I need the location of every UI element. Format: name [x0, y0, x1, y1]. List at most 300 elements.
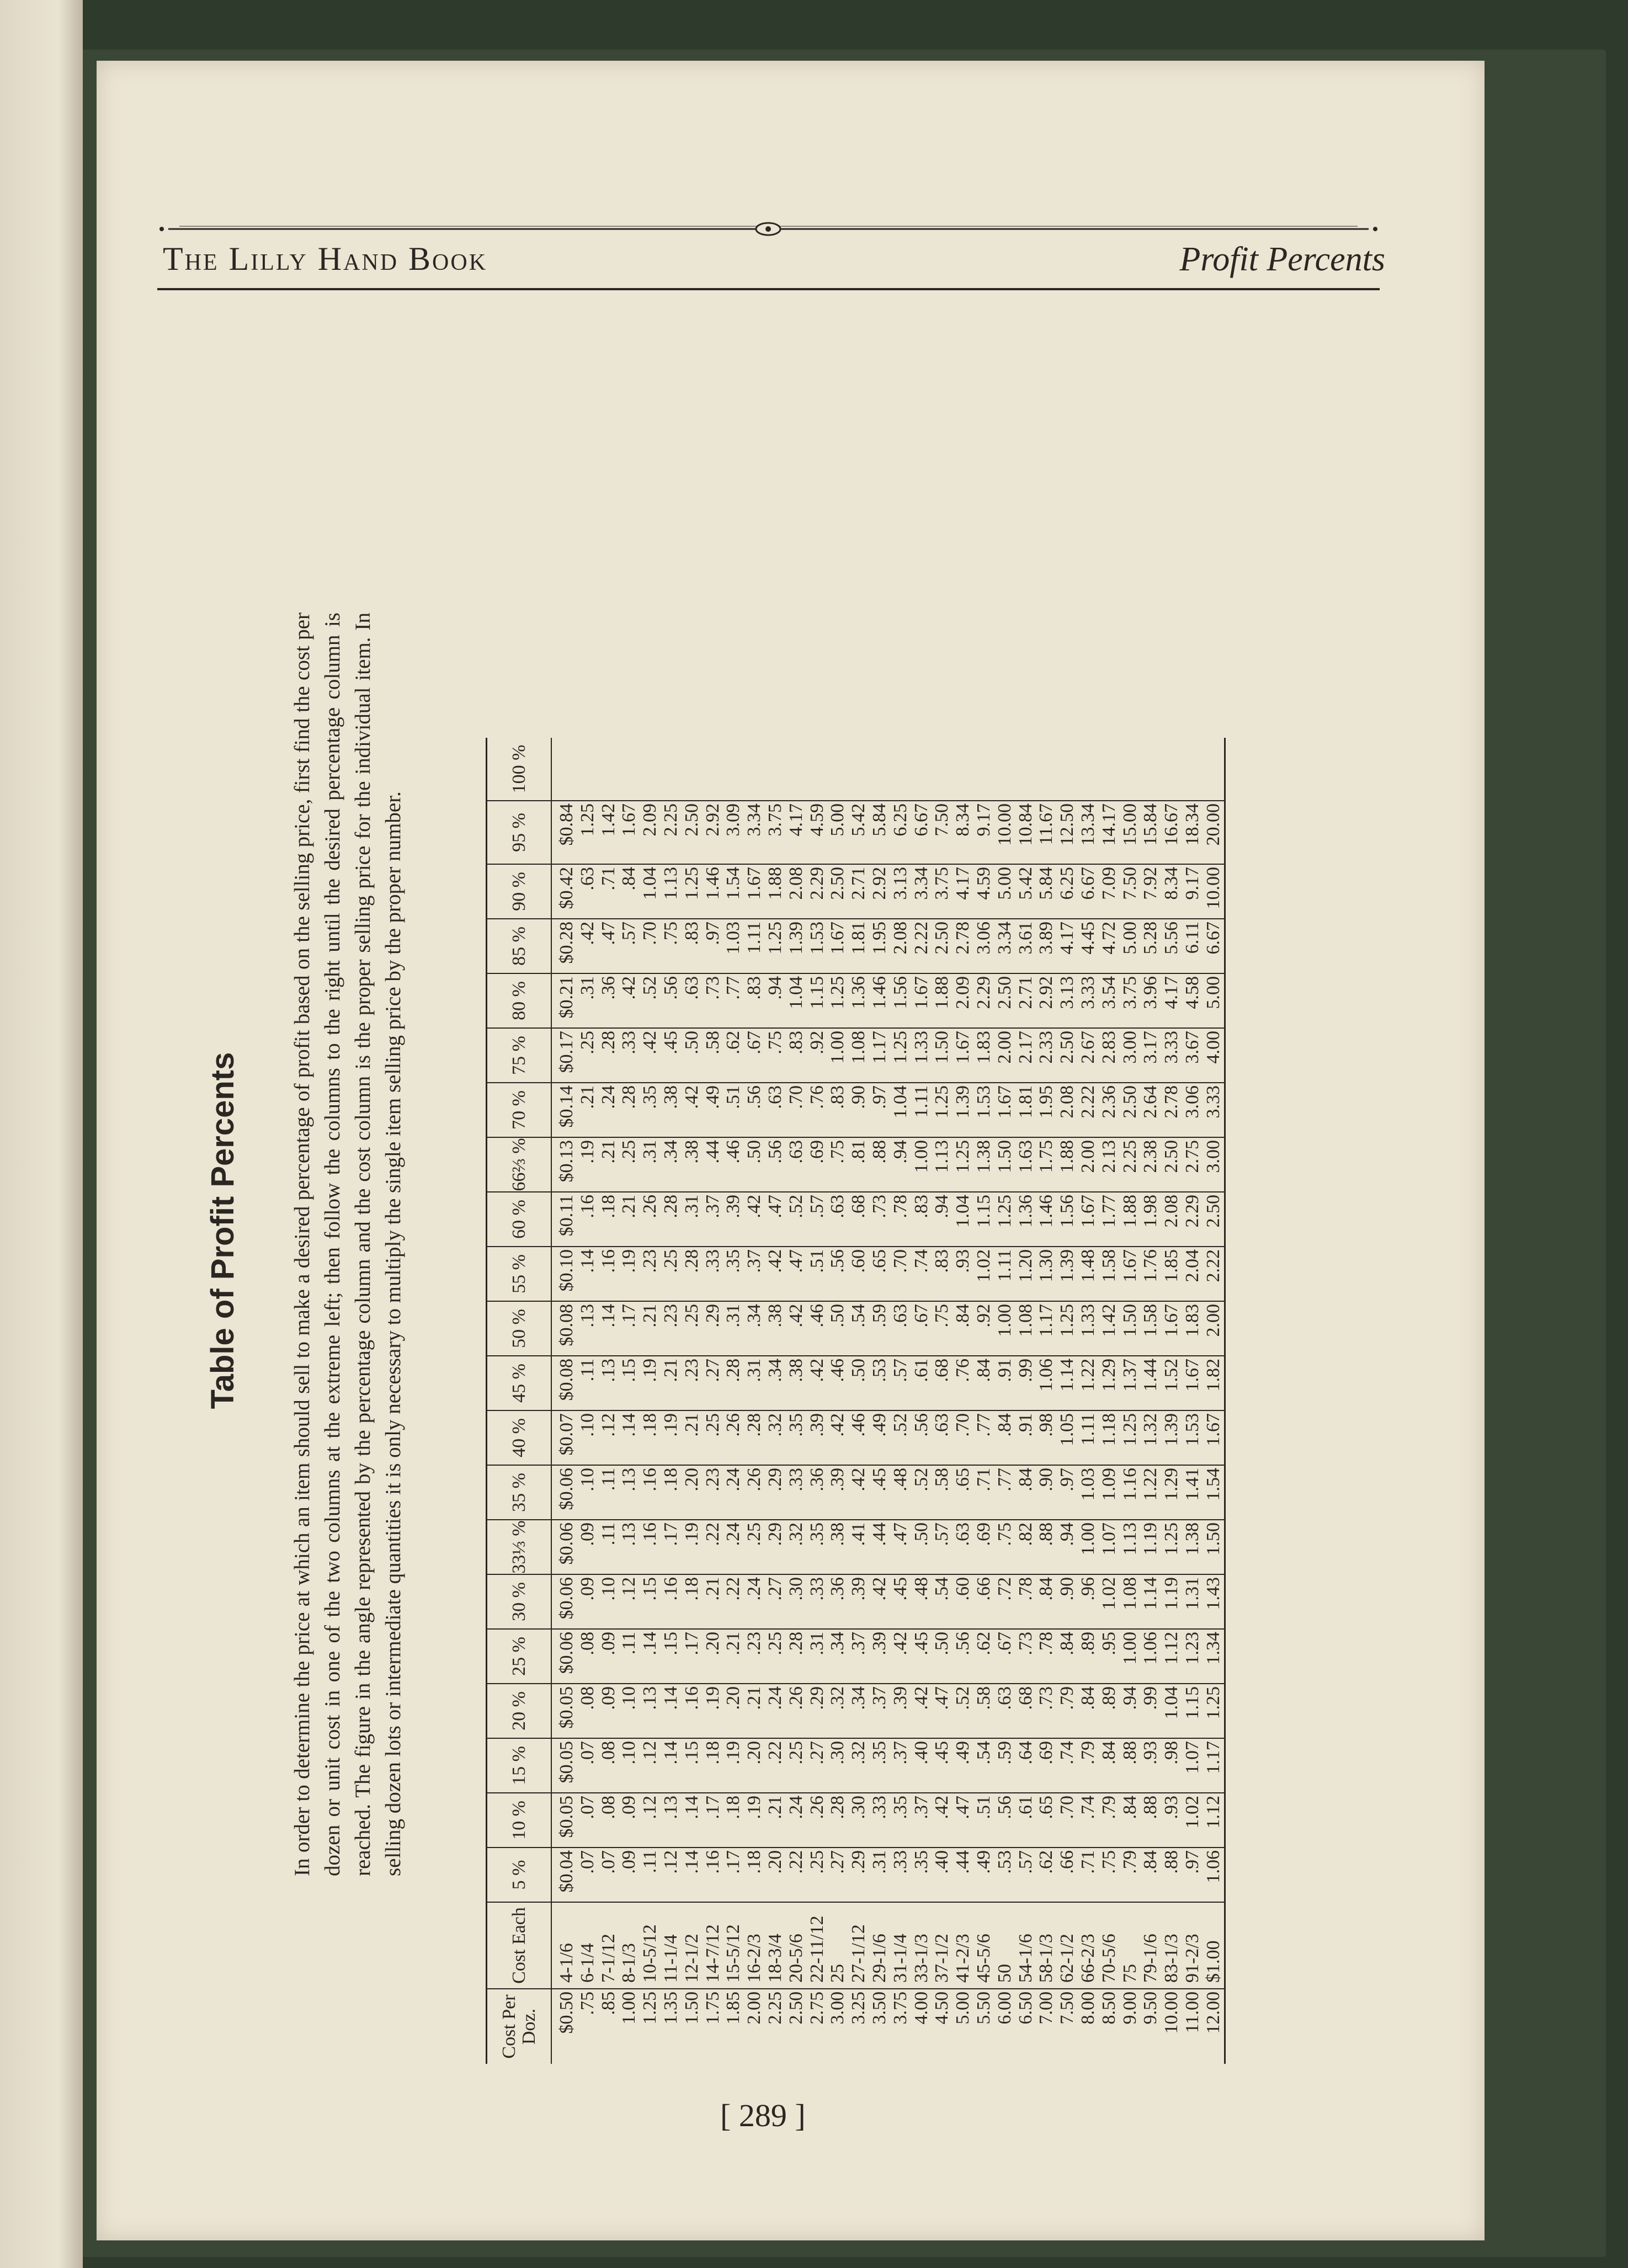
table-cell: .25 [682, 1301, 703, 1356]
table-cell: 1.42 [598, 801, 619, 864]
table-cell: 3.96 [1140, 973, 1161, 1028]
table-cell [640, 738, 661, 801]
table-cell: .92 [807, 1028, 828, 1083]
table-cell: 3.34 [994, 919, 1015, 973]
table-cell: .22 [765, 1738, 786, 1793]
table-cell: 62-1/2 [1057, 1902, 1078, 1989]
table-cell: 37-1/2 [932, 1902, 953, 1989]
table-cell: 1.00 [911, 1137, 932, 1192]
running-head-title: The Lilly Hand Book [163, 241, 488, 277]
table-cell: .25 [744, 1520, 765, 1574]
table-cell: .16 [577, 1192, 598, 1247]
table-cell: 2.50 [1120, 1083, 1141, 1137]
table-cell: 3.75 [765, 801, 786, 864]
table-cell: 14.17 [1099, 801, 1120, 864]
table-cell: 8.00 [1077, 1992, 1098, 2025]
table-cell: .32 [786, 1520, 807, 1574]
table-row [1203, 738, 1225, 2064]
table-cell: 6.50 [1015, 1992, 1036, 2025]
header-rule [157, 288, 1380, 290]
table-cell: 1.25 [953, 1137, 973, 1192]
table-cell: 12-1/2 [682, 1902, 703, 1989]
table-cell: .28 [744, 1410, 765, 1465]
table-cell: 2.92 [1036, 973, 1057, 1028]
table-cell: .42 [848, 1465, 869, 1520]
table-cell: .27 [765, 1574, 786, 1629]
table-cell: .21 [682, 1410, 703, 1465]
table-cell: 1.15 [1182, 1684, 1203, 1738]
table-cell: .34 [848, 1684, 869, 1738]
table-cell: 3.17 [1140, 1028, 1161, 1083]
table-cell: .52 [786, 1192, 807, 1247]
table-cell: 15-5/12 [723, 1902, 744, 1989]
table-cell: .15 [682, 1738, 703, 1793]
table-cell: 3.34 [911, 864, 932, 919]
table-cell: .83 [911, 1192, 932, 1247]
table-cell: .19 [577, 1137, 598, 1192]
table-cell: .25 [619, 1137, 640, 1192]
table-cell: 5.00 [1120, 919, 1141, 973]
table-cell: .42 [577, 919, 598, 973]
table-cell: 29-1/6 [869, 1902, 890, 1989]
table-cell: 6.67 [911, 801, 932, 864]
table-cell: .36 [807, 1465, 828, 1520]
table-cell [682, 738, 703, 801]
table-cell: .44 [869, 1520, 890, 1574]
table-cell: 1.00 [1078, 1520, 1099, 1574]
table-cell: 6.67 [1203, 919, 1225, 973]
table-cell: 1.67 [994, 1083, 1015, 1137]
table-cell: .39 [848, 1574, 869, 1629]
table-cell: 2.71 [848, 864, 869, 919]
table-cell: 1.25 [890, 1028, 911, 1083]
table-cell: .42 [619, 973, 640, 1028]
table-row [1036, 738, 1057, 2064]
table-cell: 1.41 [1182, 1465, 1203, 1520]
table-cell: 1.17 [1203, 1738, 1225, 1793]
table-cell: 2.33 [1036, 1028, 1057, 1083]
table-cell: .84 [1078, 1684, 1099, 1738]
table-cell: .18 [723, 1793, 744, 1848]
table-cell: .84 [1015, 1465, 1036, 1520]
table-cell: 1.83 [973, 1028, 994, 1083]
table-cell: .69 [973, 1520, 994, 1574]
table-cell: $0.05 [551, 1793, 577, 1848]
table-cell: 1.34 [1203, 1629, 1225, 1684]
table-cell: .88 [1036, 1520, 1057, 1574]
table-cell: .77 [973, 1410, 994, 1465]
table-cell: .56 [911, 1410, 932, 1465]
table-cell: .66 [1057, 1848, 1078, 1902]
table-cell: .24 [765, 1684, 786, 1738]
table-cell: .42 [869, 1574, 890, 1629]
table-cell: .40 [911, 1738, 932, 1793]
table-cell: 1.50 [1120, 1301, 1141, 1356]
table-cell: 2.50 [1057, 1028, 1078, 1083]
table-cell: $0.04 [551, 1848, 577, 1902]
table-cell: .50 [911, 1520, 932, 1574]
table-cell: .13 [577, 1301, 598, 1356]
table-cell: .29 [848, 1848, 869, 1902]
table-cell [890, 738, 911, 801]
table-cell: .62 [973, 1629, 994, 1684]
table-row [807, 738, 828, 2064]
table-cell: .59 [994, 1738, 1015, 1793]
table-cell: .34 [661, 1137, 682, 1192]
table-cell [848, 738, 869, 801]
table-cell: .33 [807, 1574, 828, 1629]
table-cell: $0.14 [551, 1083, 577, 1137]
table-cell: 2.50 [785, 1992, 806, 2025]
table-cell: $0.06 [551, 1520, 577, 1574]
table-cell: 3.13 [1057, 973, 1078, 1028]
table-cell: 1.17 [1036, 1301, 1057, 1356]
table-cell: .26 [640, 1192, 661, 1247]
page-number: [ 289 ] [720, 2097, 806, 2133]
table-cell: .14 [619, 1410, 640, 1465]
table-cell: .83 [827, 1083, 848, 1137]
table-cell: 3.50 [869, 1992, 890, 2025]
table-cell [598, 738, 619, 801]
table-cell: .09 [619, 1848, 640, 1902]
table-cell: 1.14 [1140, 1574, 1161, 1629]
column-header: 85 % [487, 919, 552, 973]
table-cell: .73 [1015, 1629, 1036, 1684]
table-cell: 10.00 [994, 801, 1015, 864]
table-cell: .50 [682, 1028, 703, 1083]
table-cell: .14 [661, 1684, 682, 1738]
table-cell: $0.07 [551, 1410, 577, 1465]
table-cell: 1.07 [1182, 1738, 1203, 1793]
table-cell: .81 [848, 1137, 869, 1192]
table-cell [1182, 738, 1203, 801]
table-cell: 3.75 [932, 864, 953, 919]
table-row [1099, 738, 1120, 2064]
table-cell: .11 [640, 1848, 661, 1902]
table-cell: .97 [1057, 1465, 1078, 1520]
table-cell: 66-2/3 [1078, 1902, 1099, 1989]
table-cell: 3.67 [1182, 1028, 1203, 1083]
table-cell: .42 [682, 1083, 703, 1137]
table-cell: .33 [890, 1848, 911, 1902]
table-cell: .25 [661, 1247, 682, 1301]
table-cell: .21 [744, 1684, 765, 1738]
table-cell: .79 [1099, 1793, 1120, 1848]
table-cell: .58 [932, 1465, 953, 1520]
table-cell: .83 [786, 1028, 807, 1083]
table-cell: .56 [744, 1083, 765, 1137]
table-cell: 3.61 [1015, 919, 1036, 973]
table-cell: .62 [723, 1028, 744, 1083]
table-cell: 1.08 [1015, 1301, 1036, 1356]
table-cell: 12.00 [1203, 1992, 1223, 2034]
table-cell: 1.58 [1140, 1301, 1161, 1356]
table-cell: 2.00 [994, 1028, 1015, 1083]
table-cell: 1.67 [1161, 1301, 1182, 1356]
table-cell: .83 [682, 919, 703, 973]
table-cell: .73 [869, 1192, 890, 1247]
table-cell: .24 [786, 1793, 807, 1848]
column-header: 50 % [487, 1301, 552, 1356]
table-cell [1203, 738, 1225, 801]
table-cell: .48 [911, 1574, 932, 1629]
table-cell: 3.54 [1099, 973, 1120, 1028]
table-cell: .47 [890, 1520, 911, 1574]
table-cell: 8.34 [1161, 864, 1182, 919]
table-cell: .65 [953, 1465, 973, 1520]
table-cell: .21 [577, 1083, 598, 1137]
table-cell: .53 [994, 1848, 1015, 1902]
table-cell: 4.17 [786, 801, 807, 864]
table-cell: .25 [807, 1848, 828, 1902]
table-cell: .47 [953, 1793, 973, 1848]
table-cell [619, 738, 640, 801]
table-cell: .08 [598, 1738, 619, 1793]
table-cell: .91 [994, 1356, 1015, 1410]
table-cell: 4-1/6 [551, 1902, 577, 1989]
table-cell: .84 [1120, 1793, 1141, 1848]
table-cell: 1.00 [619, 1992, 640, 2025]
table-cell: .08 [577, 1629, 598, 1684]
table-cell: 3.33 [1078, 973, 1099, 1028]
table-cell: .49 [973, 1848, 994, 1902]
table-cell: .23 [703, 1465, 723, 1520]
table-cell: 1.02 [1182, 1793, 1203, 1848]
table-row [890, 738, 911, 2064]
table-cell: 1.88 [765, 864, 786, 919]
table-cell: .60 [953, 1574, 973, 1629]
table-cell: 1.25 [765, 919, 786, 973]
table-cell: .28 [661, 1192, 682, 1247]
table-cell: 1.15 [807, 973, 828, 1028]
table-cell: .10 [577, 1410, 598, 1465]
table-cell: .09 [577, 1520, 598, 1574]
column-header: 70 % [487, 1083, 552, 1137]
table-cell: .51 [807, 1247, 828, 1301]
table-cell: .14 [682, 1793, 703, 1848]
table-cell: .20 [682, 1465, 703, 1520]
table-cell: 1.77 [1099, 1192, 1120, 1247]
table-cell: .17 [619, 1301, 640, 1356]
table-cell: 3.75 [890, 1992, 911, 2025]
table-cell: 1.25 [577, 801, 598, 864]
table-cell: 7.50 [1057, 1992, 1078, 2025]
table-cell: .89 [1099, 1684, 1120, 1738]
table-cell: .84 [1099, 1738, 1120, 1793]
table-cell: .57 [807, 1192, 828, 1247]
table-cell: .17 [723, 1848, 744, 1902]
table-cell: .07 [577, 1738, 598, 1793]
table-cell: .57 [1015, 1848, 1036, 1902]
column-header: 15 % [487, 1738, 552, 1793]
table-cell: .94 [1057, 1520, 1078, 1574]
table-cell: .75 [1099, 1848, 1120, 1902]
table-cell: 1.53 [973, 1083, 994, 1137]
table-cell: 2.08 [1057, 1083, 1078, 1137]
table-cell: .60 [848, 1247, 869, 1301]
table-cell: $0.21 [551, 973, 577, 1028]
table-cell: .79 [1057, 1684, 1078, 1738]
table-cell: .18 [661, 1465, 682, 1520]
table-cell: 2.50 [827, 864, 848, 919]
table-cell: .20 [744, 1738, 765, 1793]
table-cell: 22-11/12 [807, 1902, 828, 1989]
table-cell [1015, 738, 1036, 801]
table-cell: .50 [932, 1629, 953, 1684]
table-cell: 83-1/3 [1161, 1902, 1182, 1989]
table-cell: .07 [577, 1848, 598, 1902]
table-cell: .38 [765, 1301, 786, 1356]
table-cell: .13 [619, 1520, 640, 1574]
table-cell: 7-1/12 [598, 1902, 619, 1989]
table-cell: 1.43 [1203, 1574, 1225, 1629]
table-cell: .57 [890, 1356, 911, 1410]
table-row [1120, 738, 1141, 2064]
table-cell: .63 [827, 1192, 848, 1247]
table-cell: .09 [598, 1629, 619, 1684]
table-cell: $0.13 [551, 1137, 577, 1192]
table-cell: 2.50 [682, 801, 703, 864]
table-cell: 5.00 [1203, 973, 1225, 1028]
table-cell: 2.08 [890, 919, 911, 973]
table-cell: 1.98 [1140, 1192, 1161, 1247]
table-cell: .39 [723, 1192, 744, 1247]
table-cell: .28 [723, 1356, 744, 1410]
table-cell [827, 738, 848, 801]
table-cell: 10-5/12 [640, 1902, 661, 1989]
table-cell: .65 [1036, 1793, 1057, 1848]
table-cell: 1.50 [932, 1028, 953, 1083]
table-cell: 2.92 [869, 864, 890, 919]
table-cell: 1.19 [1140, 1520, 1161, 1574]
table-cell: 1.11 [744, 919, 765, 973]
table-cell: 1.67 [911, 973, 932, 1028]
table-cell: .41 [848, 1520, 869, 1574]
table-cell: .63 [765, 1083, 786, 1137]
table-cell: .37 [848, 1629, 869, 1684]
table-cell: .52 [640, 973, 661, 1028]
table-cell: 6-1/4 [577, 1902, 598, 1989]
table-cell: 5.50 [973, 1992, 994, 2025]
table-cell: .47 [786, 1247, 807, 1301]
table-cell: .74 [1057, 1738, 1078, 1793]
table-cell: .07 [577, 1793, 598, 1848]
table-cell: 6.67 [1078, 864, 1099, 919]
table-cell: .12 [661, 1848, 682, 1902]
table-cell: .75 [827, 1137, 848, 1192]
table-row [1078, 738, 1099, 2064]
table-cell: $0.06 [551, 1629, 577, 1684]
table-cell: .20 [723, 1684, 744, 1738]
table-cell [1140, 738, 1161, 801]
table-cell: 1.04 [953, 1192, 973, 1247]
table-cell: .34 [827, 1629, 848, 1684]
table-cell: .25 [577, 1028, 598, 1083]
table-row [1182, 738, 1203, 2064]
table-cell: .09 [598, 1684, 619, 1738]
table-cell: 1.56 [890, 973, 911, 1028]
table-cell: .92 [973, 1301, 994, 1356]
table-cell: 3.00 [1120, 1028, 1141, 1083]
table-cell: .16 [661, 1574, 682, 1629]
table-cell: 1.67 [1203, 1410, 1225, 1465]
table-cell: $1.00 [1203, 1902, 1225, 1989]
table-cell: .27 [703, 1356, 723, 1410]
table-cell: 13.34 [1078, 801, 1099, 864]
table-cell: .52 [953, 1684, 973, 1738]
table-cell: 33-1/3 [911, 1902, 932, 1989]
table-cell: .20 [765, 1848, 786, 1902]
table-cell: .50 [848, 1356, 869, 1410]
table-cell: 1.50 [681, 1992, 702, 2025]
table-cell: 1.67 [744, 864, 765, 919]
column-header: 90 % [487, 864, 552, 919]
table-cell: .85 [598, 1992, 619, 2015]
table-cell: 1.42 [1099, 1301, 1120, 1356]
table-cell: 6.25 [890, 801, 911, 864]
table-cell: .42 [807, 1356, 828, 1410]
table-cell: .18 [682, 1574, 703, 1629]
column-header: 75 % [487, 1028, 552, 1083]
table-cell: 27-1/12 [848, 1902, 869, 1989]
table-cell: .89 [1078, 1629, 1099, 1684]
table-cell: 1.06 [1203, 1848, 1225, 1902]
table-title: Table of Profit Percents [205, 1052, 241, 1409]
table-cell: .39 [869, 1629, 890, 1684]
table-cell: 2.25 [1120, 1137, 1141, 1192]
column-header: Cost Per Doz. [487, 1989, 552, 2064]
table-cell: 2.50 [1161, 1137, 1182, 1192]
table-row [1161, 738, 1182, 2064]
column-header: 20 % [487, 1684, 552, 1738]
table-cell: 1.07 [1099, 1520, 1120, 1574]
table-cell: 1.48 [1078, 1247, 1099, 1301]
table-cell: 2.22 [1203, 1247, 1225, 1301]
table-cell: .38 [827, 1520, 848, 1574]
column-header: 30 % [487, 1574, 552, 1629]
table-cell: .22 [703, 1520, 723, 1574]
table-cell: .23 [744, 1629, 765, 1684]
table-cell: 2.78 [1161, 1083, 1182, 1137]
table-cell: .22 [723, 1574, 744, 1629]
table-cell: .28 [598, 1028, 619, 1083]
table-cell: 1.00 [827, 1028, 848, 1083]
table-cell: 1.18 [1099, 1410, 1120, 1465]
table-cell: .19 [744, 1793, 765, 1848]
table-cell: 1.16 [1120, 1465, 1141, 1520]
table-cell: .13 [640, 1684, 661, 1738]
table-cell: 1.67 [1120, 1247, 1141, 1301]
table-cell: .16 [682, 1684, 703, 1738]
table-cell: .29 [807, 1684, 828, 1738]
table-cell: .35 [807, 1520, 828, 1574]
table-row [1140, 738, 1161, 2064]
table-cell: 1.06 [1036, 1356, 1057, 1410]
table-cell: 1.25 [1120, 1410, 1141, 1465]
table-cell: 2.17 [1015, 1028, 1036, 1083]
table-cell: 1.56 [1057, 1192, 1078, 1247]
table-cell: .19 [723, 1738, 744, 1793]
table-cell: .95 [1099, 1629, 1120, 1684]
table-cell: $0.08 [551, 1356, 577, 1410]
column-header: 25 % [487, 1629, 552, 1684]
table-cell: .24 [723, 1465, 744, 1520]
table-cell: .44 [703, 1137, 723, 1192]
table-cell: 4.50 [932, 1992, 953, 2025]
table-cell: .54 [973, 1738, 994, 1793]
table-cell: .16 [703, 1848, 723, 1902]
table-cell: .11 [598, 1520, 619, 1574]
